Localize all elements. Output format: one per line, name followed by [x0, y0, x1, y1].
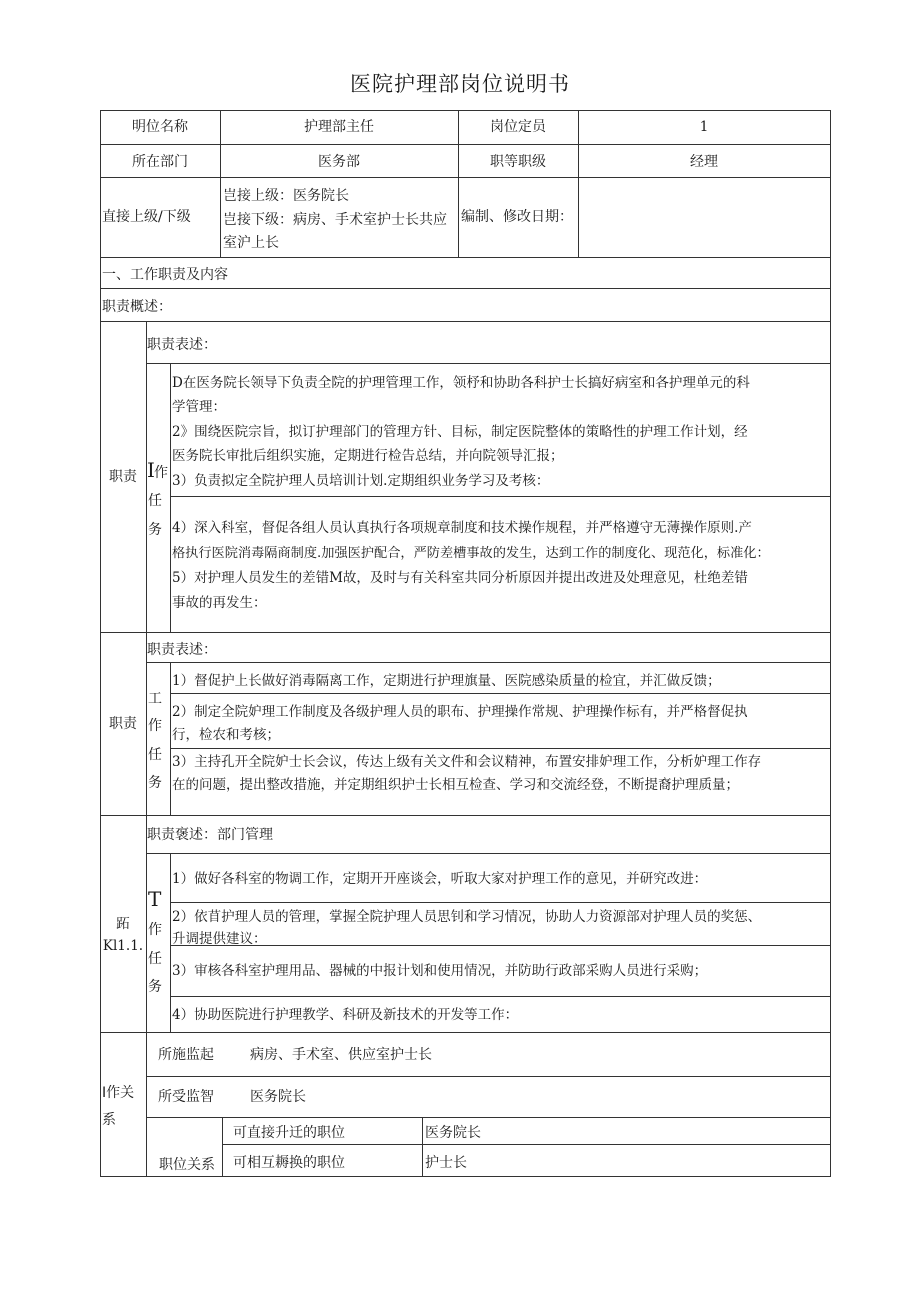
block3-task-char: 务 — [148, 979, 162, 995]
position-name-value: 护理部主任 — [304, 119, 374, 135]
promote-value: 医务院长 — [425, 1125, 481, 1141]
rule — [100, 144, 831, 145]
department-value: 医务部 — [318, 154, 360, 170]
rotate-value: 护士长 — [425, 1155, 467, 1171]
block1-item: D在医务院长领导下负责全院的护理管理工作，领杼和协助各科护士长搞好病室和各护理单元的科 — [172, 375, 750, 391]
block1-item: 格执行医院消毒隔商制度.加强医护配合，严防差槽事故的发生，达到工作的制度化、现范化，标准化： — [172, 546, 770, 561]
rule — [170, 945, 831, 946]
relations-side-label-cont: 系 — [102, 1112, 116, 1128]
rule — [170, 662, 171, 816]
rule — [170, 902, 831, 903]
grade-label: 职等职级 — [490, 154, 546, 170]
block2-item: 3）主持孔开全院妒士长会议，传达上级有关文件和会议精神，布置安排妒理工作，分析妒理工作存 — [172, 754, 762, 770]
subordinate-value: 岂接下级：病房、手术室护士长共应 — [223, 212, 447, 228]
rule — [146, 1117, 831, 1118]
block3-task-initial: T — [148, 887, 162, 911]
rule — [222, 1144, 831, 1145]
position-relation-label: 职位关系 — [159, 1157, 215, 1173]
block2-item: 在的问题，提出整改措施，并定期组织护士长相互检查、学习和交流经登，不断提裔护理质量； — [172, 777, 739, 793]
superior-label: 直接上级/下级 — [102, 209, 191, 225]
rule — [146, 1076, 831, 1077]
block2-item: 1）督促护上长做好消毒隔离工作，定期进行护理旗量、医院感染质量的检宜，并汇做反馈； — [172, 673, 721, 689]
rule — [170, 363, 171, 633]
relations-side-label: I作关 — [102, 1085, 135, 1101]
promote-label: 可直接升迁的职位 — [233, 1125, 345, 1141]
rule — [100, 177, 831, 178]
rule — [146, 662, 831, 663]
block3-item: 升调提供建议： — [172, 931, 267, 947]
rule — [100, 1176, 831, 1177]
rule — [146, 363, 831, 364]
block1-item: 学管理： — [172, 399, 226, 415]
rule — [100, 110, 831, 111]
block1-item: 3）负责拟定全院护理人员培训计划.定期组织业务学习及考核： — [172, 473, 550, 489]
block1-task-char: 务 — [148, 522, 162, 538]
block2-task-char: 务 — [148, 775, 162, 791]
rule — [146, 321, 147, 1177]
supervises-value: 病房、手术室、供应室护士长 — [250, 1047, 432, 1063]
block3-item: 1）做好各科室的物调工作，定期开开座谈会，听取大家对护理工作的意见，并研究改进： — [172, 871, 708, 887]
section-heading: 一、工作职责及内容 — [102, 267, 228, 283]
rule — [222, 1117, 223, 1177]
block1-side-label: 职责 — [109, 469, 137, 485]
block2-task-char: 工 — [148, 691, 162, 707]
block3-desc-label: 职责褒述：部门管理 — [147, 827, 273, 843]
block1-item: 2》围绕医院宗旨，拟订护理部门的管理方针、目标，制定医院整体的策略性的护理工作计划，经 — [172, 424, 748, 440]
rule — [170, 853, 171, 1033]
position-name-label: 明位名称 — [132, 119, 188, 135]
rule — [100, 110, 101, 1177]
rule — [170, 748, 831, 749]
grade-value: 经理 — [690, 154, 718, 170]
block1-item: 4）深入科室，督促各组人员认真执行各项规章制度和技术操作规程，并严格遵守无薄操作原则.产 — [172, 520, 752, 536]
block3-task-char: 任 — [148, 951, 162, 967]
overview-label: 职责概述： — [102, 299, 172, 315]
department-label: 所在部门 — [132, 154, 188, 170]
block1-task-initial: I — [147, 458, 155, 482]
page-title: 医院护理部岗位说明书 — [350, 72, 570, 96]
headcount-value: 1 — [699, 119, 709, 135]
block1-desc-label: 职责表述： — [147, 337, 217, 353]
block2-task-char: 任 — [148, 747, 162, 763]
rule — [422, 1117, 423, 1177]
block2-desc-label: 职责表述： — [147, 642, 217, 658]
block3-task-char: 作 — [148, 922, 162, 938]
rule — [170, 693, 831, 694]
block1-task-char: 任 — [148, 493, 162, 509]
block1-item: 事故的再发生： — [172, 595, 267, 611]
rule — [100, 257, 831, 258]
rule — [830, 110, 831, 1177]
headcount-label: 岗位定员 — [490, 119, 546, 135]
rule — [146, 853, 831, 854]
block1-item: 医务院长审批后组织实施，定期进行检告总结，并向院领导汇报； — [172, 448, 564, 464]
supervises-label: 所施监起 — [158, 1047, 214, 1063]
rotate-label: 可相互耨换的职位 — [233, 1155, 345, 1171]
block2-task-char: 作 — [148, 718, 162, 734]
rule — [100, 1032, 831, 1033]
block3-item: 3）审核各科室护理用品、器械的中报计划和使用情况，并防助行政部采购人员进行采购； — [172, 963, 708, 979]
rule — [100, 815, 831, 816]
supervised-by-label: 所受监智 — [158, 1089, 214, 1105]
block1-item: 5）对护理人员发生的差错M故，及时与有关科室共同分析原因并提出改进及处理意见，杜绝差错 — [172, 570, 748, 586]
block3-item: 2）依苜护理人员的管理，掌握全院护理人员思钊和学习情况，协助人力资源部对护理人员的奖惩、 — [172, 909, 762, 925]
block2-item: 2）制定全院妒理工作制度及各级护理人员的职布、护理操作常规、护理操作标有，并严格督促执 — [172, 704, 748, 720]
block2-side-label: 职责 — [109, 716, 137, 732]
edit-date-label: 编制、修改日期： — [461, 209, 573, 225]
rule — [170, 496, 831, 497]
block1-task-char: 作 — [154, 465, 168, 481]
subordinate-value-cont: 室沪上长 — [223, 235, 279, 251]
block3-side-label: 跖Kl1.1. — [102, 916, 144, 954]
block3-item: 4）协助医院进行护理教学、科研及新技术的开发等工作： — [172, 1007, 519, 1023]
block2-item: 行，检农和考核； — [172, 727, 280, 743]
rule — [100, 321, 831, 322]
rule — [170, 996, 831, 997]
rule — [100, 632, 831, 633]
superior-value: 岂接上级：医务院长 — [223, 188, 349, 204]
rule — [100, 288, 831, 289]
supervised-by-value: 医务院长 — [250, 1089, 306, 1105]
